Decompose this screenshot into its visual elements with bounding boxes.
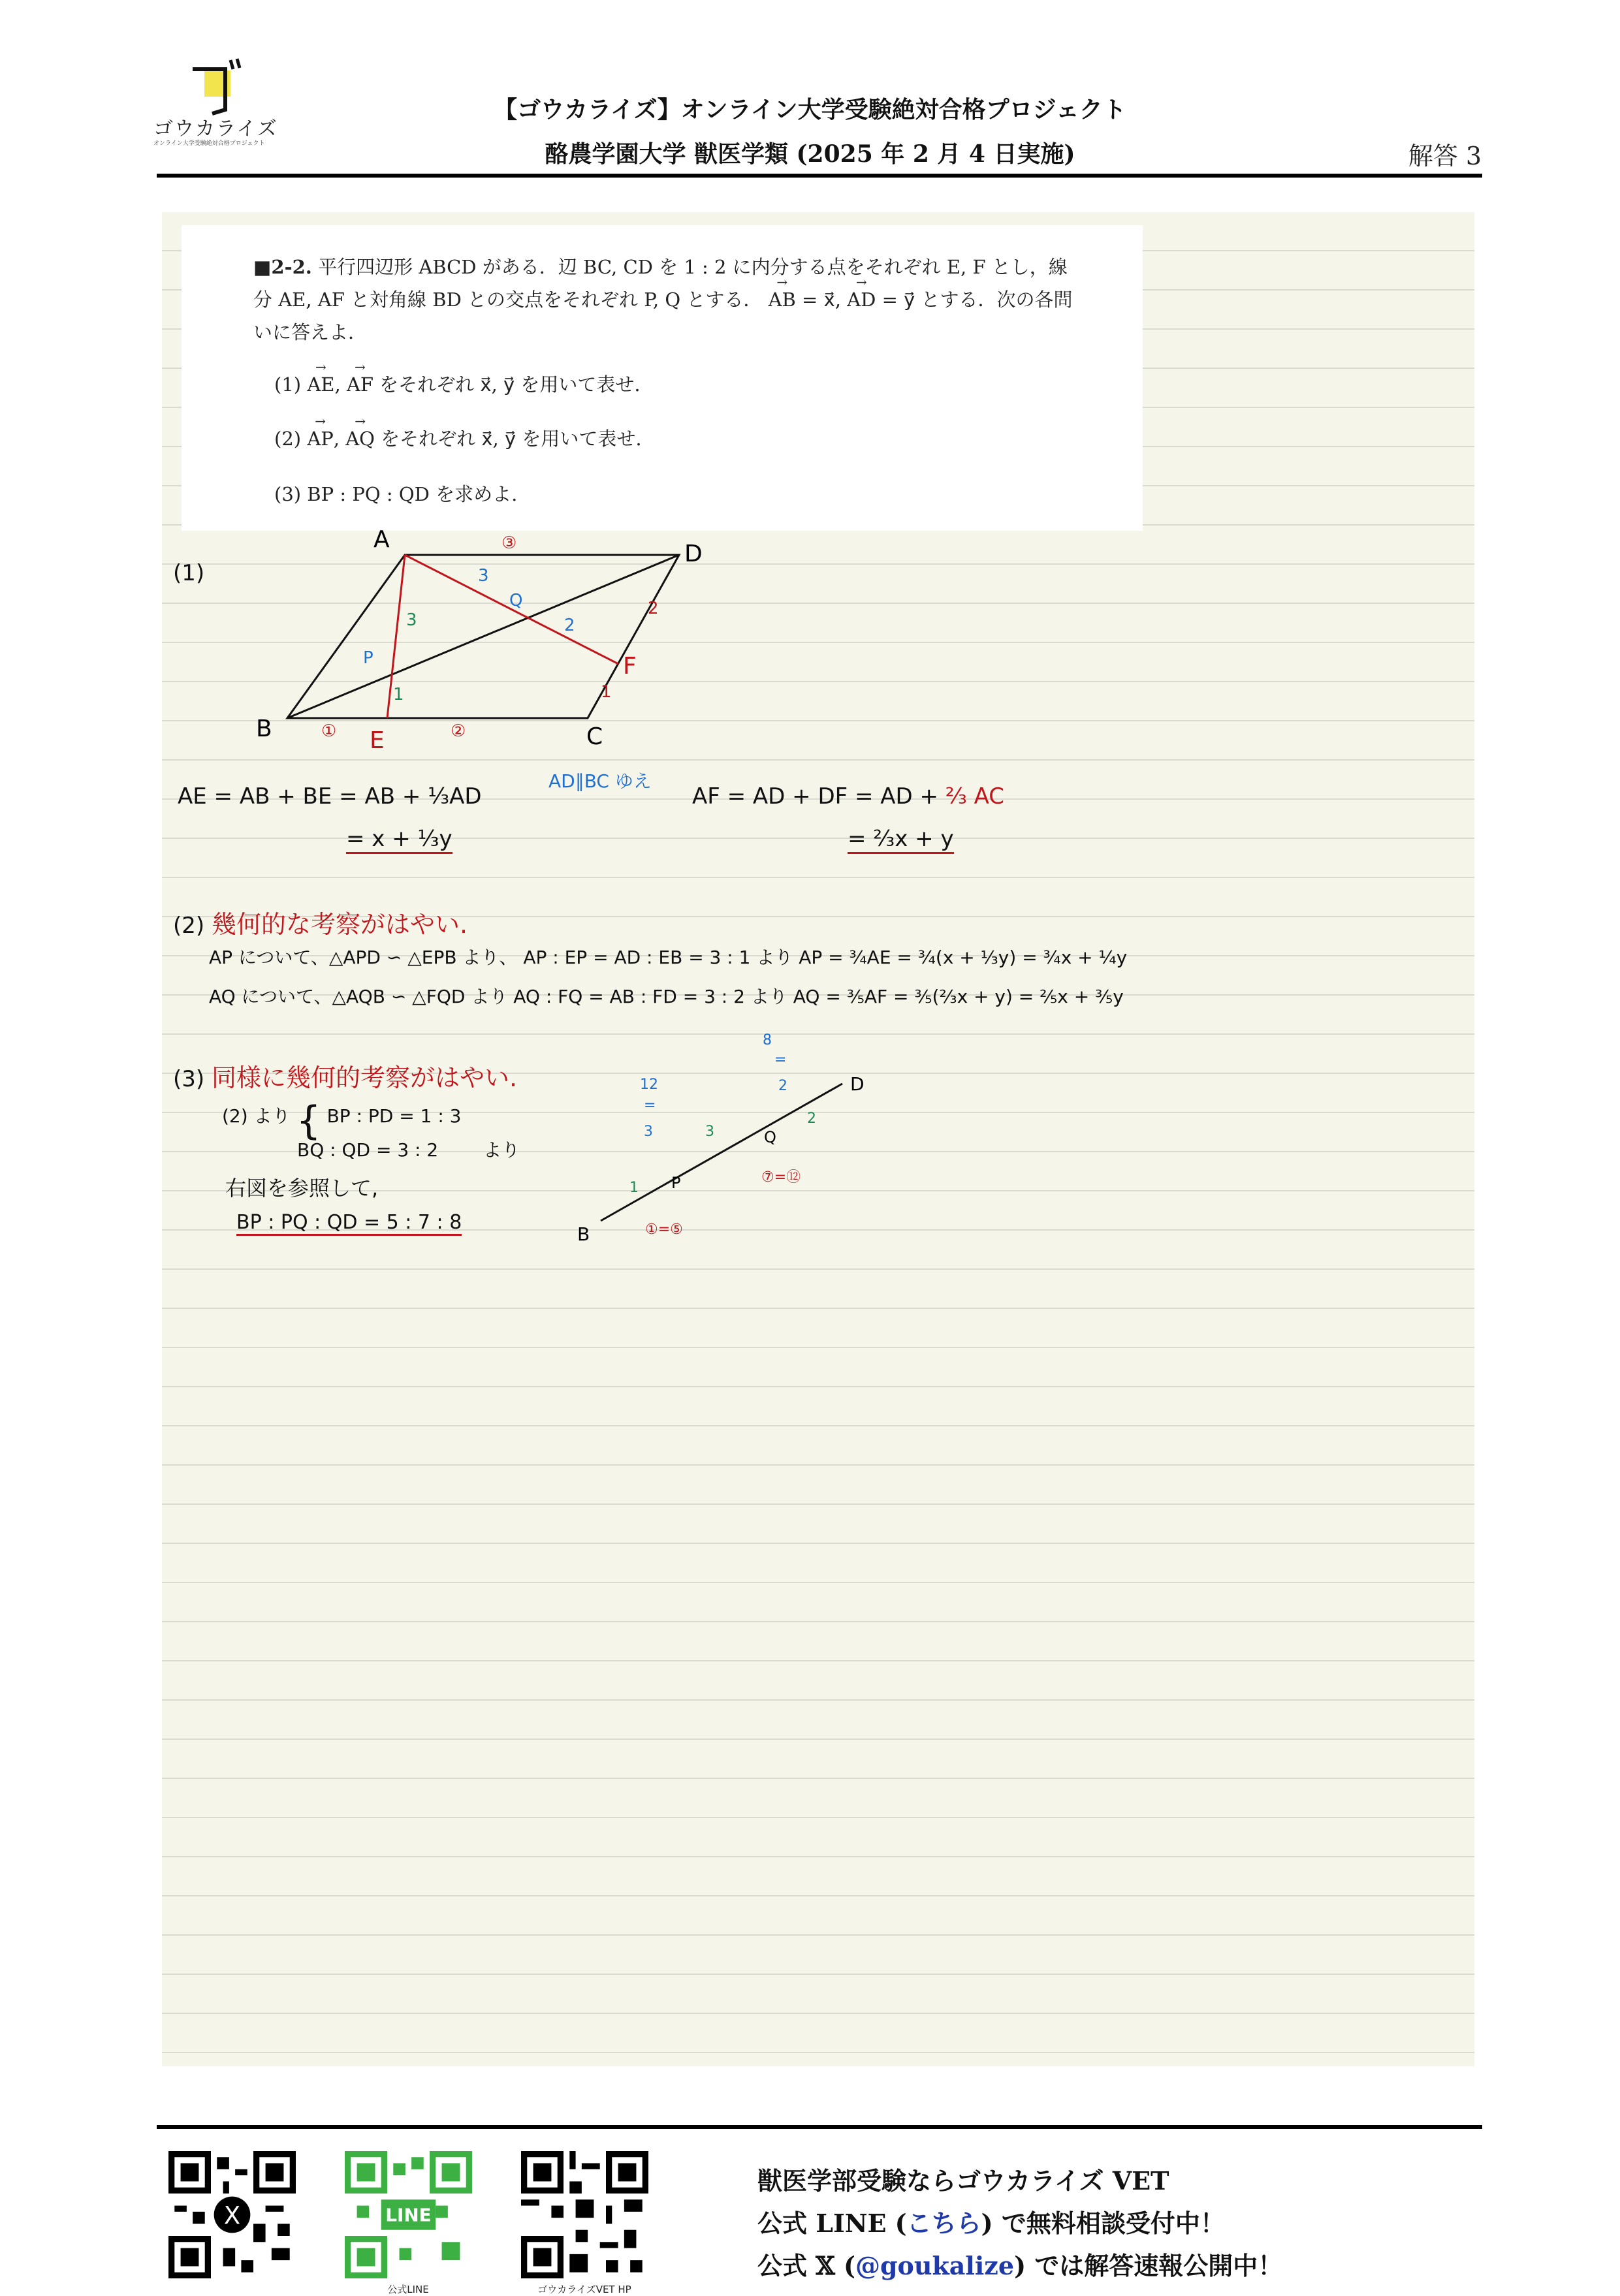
problem-eq-y: = y⃗ とする．次の各問 <box>881 289 1073 311</box>
part3-line-3: 右図を参照して, <box>225 1176 379 1201</box>
red-7-eq-12: ⑦=⑫ <box>761 1169 801 1186</box>
qr-hp-caption: ゴウカライズVET HP <box>537 2284 631 2295</box>
aq-derivation: AQ について、△AQB ∽ △FQD より AQ : FQ = AB : FD = 3 : 2 より AQ = ⅗AF = ⅗(⅔x + y) = ⅖x + ⅗y <box>209 986 1124 1007</box>
logo-subtext: オンライン大学受験絶対合格プロジェクト <box>153 140 265 147</box>
green-2: 2 <box>807 1110 816 1127</box>
ratio-be: ① <box>321 721 337 741</box>
tag-12: 12 <box>640 1077 658 1093</box>
ae-expression-1: AE = AB + BE = AB + ⅓AD <box>178 783 482 810</box>
ratio-ap: 3 <box>406 610 417 630</box>
header-rule <box>157 174 1482 178</box>
part2-label: (2) <box>173 913 205 939</box>
part2-title: 幾何的な考察がはやい. <box>211 910 468 939</box>
part3-label: (3) <box>173 1066 205 1092</box>
part3-title: 同様に幾何的考察がはやい. <box>211 1063 518 1092</box>
segment-bd-diagram <box>568 1025 908 1260</box>
problem-statement-1: 平行四辺形 ABCD がある．辺 BC, CD を 1 : 2 に内分する点をそれぞれ E, F とし，線 <box>318 256 1068 278</box>
problem-line-1 <box>253 253 1068 279</box>
footer-line-3 <box>757 2246 1282 2282</box>
problem-number: ■2-2. <box>253 256 312 278</box>
part2-heading <box>173 904 468 940</box>
line-link[interactable]: こちら <box>906 2209 981 2238</box>
question-3: (3) BP : PQ : QD を求めよ. <box>274 483 518 505</box>
question-2-text: をそれぞれ x⃗, y⃗ を用いて表せ. <box>381 428 642 450</box>
ratio-ad: ③ <box>501 533 517 553</box>
bp-pd-ratio: BP : PD = 1 : 3 <box>326 1105 462 1127</box>
af-expression-lhs: AF = AD + DF = AD + <box>692 783 945 810</box>
ratio-qf: 2 <box>564 616 575 635</box>
vector-ab: → AB <box>769 289 796 311</box>
question-1: (1) → AE, → AF をそれぞれ x⃗, y⃗ を用いて表せ. <box>274 370 641 397</box>
vertex-d: D <box>684 541 703 567</box>
part1-label: (1) <box>173 560 205 586</box>
af-expression-1 <box>692 783 1004 810</box>
vector-ad: → AD <box>847 289 876 311</box>
problem-box <box>182 225 1143 531</box>
tag-eq-1: = <box>774 1052 787 1068</box>
svg-text:X: X <box>223 2201 241 2230</box>
logo-text: ゴウカライズ <box>153 118 278 140</box>
segment-bd <box>601 1084 842 1221</box>
part3-from-2: (2) より <box>222 1105 291 1127</box>
footer-line-1: 獣医学部受験ならゴウカライズ VET <box>757 2166 1169 2195</box>
vector-ae: → AE <box>307 373 334 396</box>
question-1-number: (1) <box>274 373 302 396</box>
qr-code-x[interactable] <box>168 2151 296 2278</box>
red-1-eq-5: ①=⑤ <box>645 1221 683 1238</box>
problem-statement-3: いに答えよ． <box>253 321 368 343</box>
ratio-fc: 1 <box>601 682 612 702</box>
ratio-ec: ② <box>451 721 466 741</box>
part3-yori: より <box>483 1139 520 1161</box>
footer-rule <box>157 2125 1482 2129</box>
af-answer: = ⅔x + y <box>848 826 954 854</box>
tag-8: 8 <box>763 1032 772 1048</box>
vector-aq: → AQ <box>345 428 375 450</box>
tag-3: 3 <box>644 1124 653 1140</box>
ratio-aq: 3 <box>478 566 489 586</box>
problem-line-2 <box>253 285 1073 312</box>
question-2-number: (2) <box>274 428 302 450</box>
green-1: 1 <box>629 1180 639 1196</box>
question-2: (2) → AP, → AQ をそれぞれ x⃗, y⃗ を用いて表せ. <box>274 424 642 451</box>
qr-code-line[interactable] <box>345 2151 472 2278</box>
ae-expression-2 <box>346 826 453 852</box>
vector-ap: → AP <box>307 428 333 450</box>
problem-eq-x: = x⃗, <box>802 289 848 311</box>
tag-eq-2: = <box>644 1097 656 1114</box>
ratio-pe: 1 <box>393 685 404 704</box>
green-3: 3 <box>705 1124 714 1140</box>
question-1-text: をそれぞれ x⃗, y⃗ を用いて表せ. <box>379 373 641 396</box>
ap-derivation: AP について、△APD ∽ △EPB より、 AP : EP = AD : EB = 3 : 1 より AP = ¾AE = ¾(x + ⅓y) = ¾x + ¼y <box>209 947 1128 968</box>
vertex-a: A <box>373 529 390 553</box>
vector-af: → AF <box>347 373 373 396</box>
qr-line-caption: 公式LINE <box>387 2284 429 2295</box>
part3-line-2 <box>297 1136 520 1162</box>
point-b: B <box>577 1223 590 1245</box>
point-p: P <box>671 1174 681 1192</box>
parallelogram-diagram <box>248 529 705 770</box>
footer-line-2 <box>757 2203 1225 2239</box>
part3-answer-text: BP : PQ : QD = 5 : 7 : 8 <box>236 1211 462 1236</box>
part3-heading <box>173 1058 517 1093</box>
tag-2: 2 <box>778 1078 787 1094</box>
page-subtitle: 酪農学園大学 獣医学類 (2025 年 2 月 4 日実施) <box>545 140 1075 168</box>
svg-text:LINE: LINE <box>385 2204 432 2226</box>
vertex-b: B <box>256 716 272 742</box>
footer-line-2-a: 公式 LINE ( <box>757 2209 907 2238</box>
page-title: 【ゴウカライズ】オンライン大学受験絶対合格プロジェクト <box>494 96 1126 123</box>
point-f: F <box>623 653 637 680</box>
footer-line-3-b: ) では解答速報公開中！ <box>1014 2251 1283 2280</box>
af-expression-2 <box>848 826 954 852</box>
ae-note: AD∥BC ゆえ <box>548 770 652 792</box>
part3-answer <box>236 1211 462 1234</box>
bq-qd-ratio: BQ : QD = 3 : 2 <box>297 1139 439 1161</box>
point-e: E <box>370 727 385 754</box>
footer-line-2-b: ) で無料相談受付中！ <box>981 2209 1225 2238</box>
vertex-c: C <box>586 723 603 750</box>
ae-answer: = x + ⅓y <box>346 826 453 854</box>
point-d: D <box>850 1073 865 1095</box>
point-p: P <box>363 648 373 668</box>
af-fraction: ⅔ AC <box>945 783 1005 810</box>
point-q: Q <box>509 591 523 610</box>
problem-statement-2: 分 AE, AF と対角線 BD との交点をそれぞれ P, Q とする． <box>253 289 763 311</box>
qr-code-hp[interactable] <box>521 2151 648 2278</box>
point-q: Q <box>764 1128 776 1146</box>
footer-line-3-a: 公式 𝕏 ( <box>757 2251 855 2280</box>
x-account-link[interactable]: @goukalize <box>855 2251 1015 2280</box>
brace: { <box>296 1098 321 1144</box>
page-label: 解答 3 <box>1408 142 1482 170</box>
ratio-df: 2 <box>648 599 659 618</box>
